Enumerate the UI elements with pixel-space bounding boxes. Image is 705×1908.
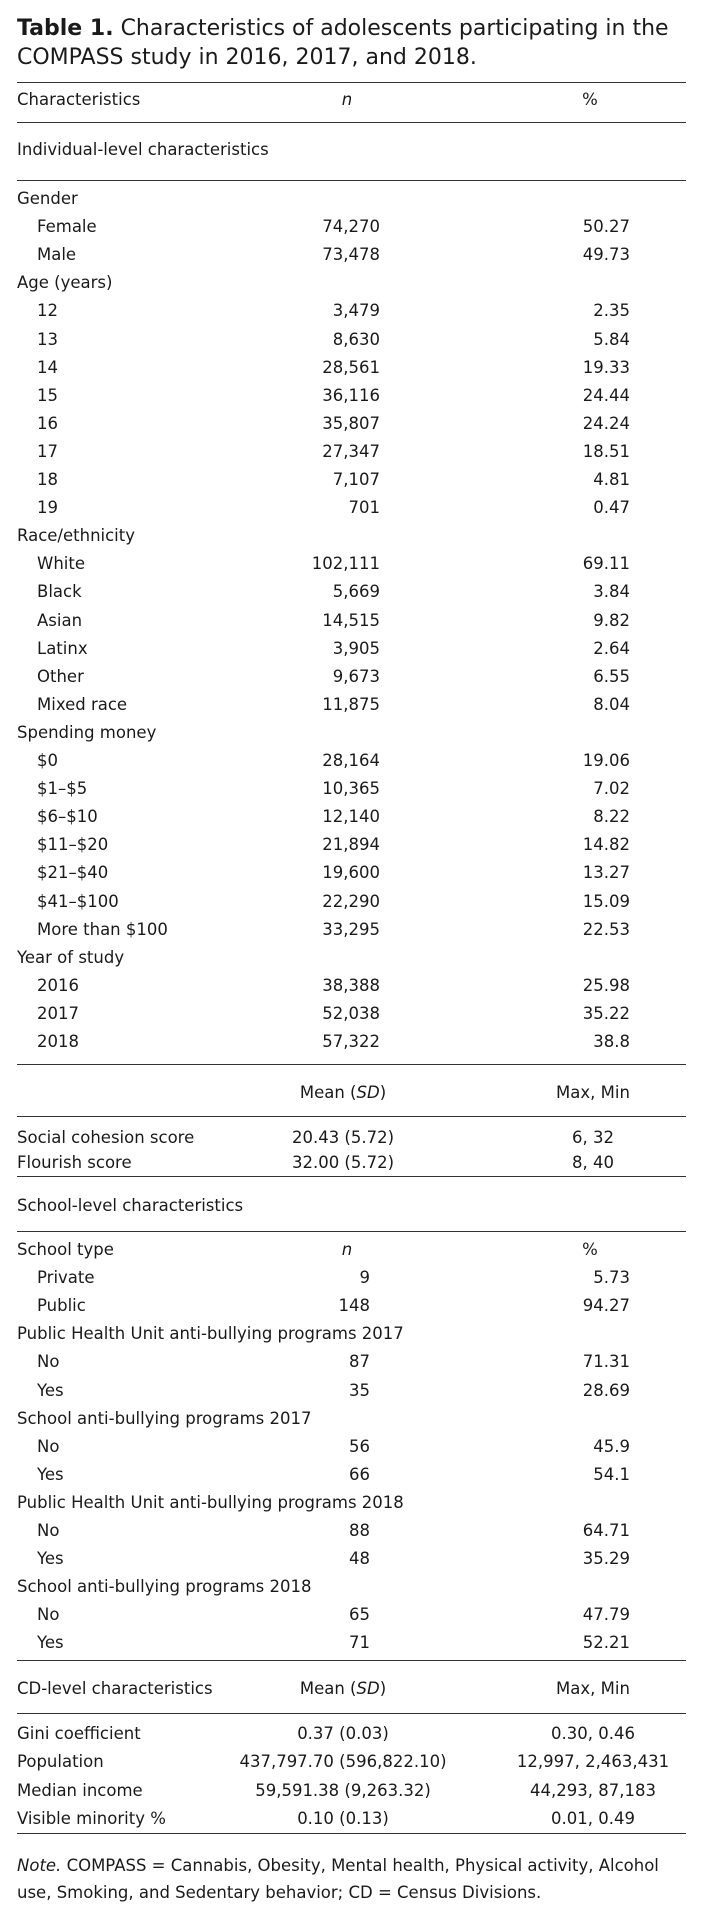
school-top-rule (17, 1176, 686, 1177)
cd-mean-header: Mean (SD) (299, 1679, 387, 1698)
row-label: Asian (37, 610, 83, 630)
row-value: 33,295 (322, 919, 380, 939)
cd-row (0, 1777, 705, 1805)
row-percent: 8.04 (593, 694, 630, 714)
year-row (0, 1000, 705, 1028)
row-value: 35 (349, 1380, 370, 1400)
row-label: Yes (37, 1380, 64, 1400)
spending-row (0, 803, 705, 831)
row-percent: 35.29 (582, 1549, 630, 1569)
row-value: 71 (349, 1633, 370, 1653)
row-percent: 45.9 (593, 1436, 630, 1456)
row-value: 27,347 (322, 441, 380, 461)
cd-row (0, 1720, 705, 1748)
row-label: $0 (37, 751, 58, 770)
bottom-rule (17, 1833, 686, 1834)
row-label: More than $100 (37, 919, 168, 939)
cd-header-rule (17, 1713, 686, 1714)
note-label: Note. (17, 1856, 62, 1875)
row-percent: 2.64 (593, 638, 630, 658)
row-value: 9,673 (332, 666, 380, 686)
spending-group-label: Spending money (17, 722, 157, 742)
row-value: 5,669 (332, 582, 380, 602)
header-n: n (341, 90, 353, 109)
row-label: Public (37, 1296, 86, 1316)
scores-top-rule (17, 1064, 686, 1065)
row-percent: 5.73 (593, 1268, 630, 1288)
spending-row (0, 888, 705, 916)
table-caption: Characteristics of adolescents participating in the COMPASS study in 2016, 2017, and 2018. (17, 16, 669, 70)
cd-range-header: Max, Min (556, 1679, 630, 1698)
age-row (0, 466, 705, 494)
row-percent: 12,997, 2,463,431 (516, 1752, 670, 1772)
row-value: 10,365 (322, 779, 380, 799)
spending-row (0, 775, 705, 803)
row-percent: 14.82 (582, 835, 630, 855)
row-value: 3,479 (332, 301, 380, 321)
row-value: 57,322 (322, 1032, 380, 1051)
row-percent: 24.24 (582, 413, 630, 433)
row-label: Median income (17, 1780, 143, 1800)
phu2018-row (0, 1517, 705, 1545)
row-label: $1–$5 (37, 779, 88, 799)
school-type-label: School type n % (0, 1236, 705, 1264)
row-percent: 3.84 (593, 582, 630, 602)
row-label: 16 (37, 413, 58, 433)
row-percent: 15.09 (582, 891, 630, 911)
row-percent: 19.33 (582, 357, 630, 377)
row-label: 17 (37, 441, 58, 461)
phu2018-row (0, 1545, 705, 1573)
row-label: Yes (37, 1464, 64, 1484)
row-percent: 38.8 (593, 1032, 630, 1051)
row-label: 2017 (37, 1003, 79, 1023)
row-label: Yes (37, 1549, 64, 1569)
row-label: $11–$20 (37, 835, 109, 855)
row-percent: 22.53 (582, 919, 630, 939)
row-label: $41–$100 (37, 891, 119, 911)
phu2017-row (0, 1377, 705, 1405)
row-value: 12,140 (322, 807, 380, 827)
row-value: 28,561 (322, 357, 380, 377)
cd-row (0, 1805, 705, 1833)
row-value: 8,630 (332, 329, 380, 349)
row-value: 0.10 (0.13) (297, 1808, 389, 1828)
sab2017-row (0, 1433, 705, 1461)
age-row (0, 382, 705, 410)
row-label: Yes (37, 1633, 64, 1653)
cd-top-rule (17, 1660, 686, 1661)
row-value: 73,478 (322, 245, 380, 265)
row-label: Social cohesion score (17, 1128, 195, 1147)
row-percent: 49.73 (582, 245, 630, 265)
sab2018-row (0, 1601, 705, 1629)
race-row (0, 578, 705, 606)
cd-label: CD-level characteristics (17, 1679, 213, 1698)
section-school: School-level characteristics (17, 1196, 244, 1215)
race-group-label: Race/ethnicity (17, 526, 136, 546)
row-label: 2018 (37, 1032, 79, 1051)
sab2017-row (0, 1461, 705, 1489)
row-percent: 0.30, 0.46 (551, 1724, 635, 1743)
row-label: Flourish score (17, 1152, 132, 1172)
row-percent: 18.51 (582, 441, 630, 461)
row-value: 56 (349, 1436, 370, 1456)
row-label: 19 (37, 498, 58, 518)
row-value: 20.43 (5.72) (291, 1128, 395, 1147)
row-percent: 8.22 (593, 807, 630, 827)
row-percent: 24.44 (582, 385, 630, 405)
row-percent: 4.81 (593, 470, 630, 489)
row-value: 11,875 (322, 694, 380, 714)
phu2017-label: Public Health Unit anti-bullying programs 2017 (17, 1324, 404, 1344)
spending-row (0, 859, 705, 887)
row-percent: 8, 40 (572, 1152, 614, 1172)
row-percent: 28.69 (582, 1380, 630, 1400)
school-percent-header: % (582, 1240, 598, 1259)
row-value: 701 (348, 498, 380, 518)
row-value: 65 (349, 1605, 370, 1625)
row-value: 87 (349, 1352, 370, 1372)
scores-header-rule (17, 1116, 686, 1117)
individual-rule (17, 180, 686, 181)
gender-row (0, 241, 705, 269)
year-group-label: Year of study (17, 947, 125, 967)
row-percent: 44,293, 87,183 (530, 1780, 656, 1800)
row-percent: 0.01, 0.49 (551, 1808, 635, 1828)
year-row (0, 1028, 705, 1056)
age-row (0, 326, 705, 354)
school-n-header: n (341, 1240, 353, 1259)
phu2017-row (0, 1348, 705, 1376)
row-value: 102,111 (311, 554, 380, 574)
row-percent: 94.27 (582, 1296, 630, 1316)
race-row (0, 607, 705, 635)
row-value: 88 (349, 1521, 370, 1540)
row-label: No (37, 1436, 60, 1456)
row-percent: 2.35 (593, 301, 630, 321)
row-percent: 47.79 (582, 1605, 630, 1625)
race-row (0, 663, 705, 691)
phu2018-label: Public Health Unit anti-bullying programs 2018 (17, 1492, 404, 1512)
header-rule (17, 122, 686, 123)
row-percent: 52.21 (582, 1633, 630, 1653)
cd-header-row (0, 1675, 705, 1703)
row-label: 14 (37, 357, 58, 377)
row-label: 12 (37, 301, 58, 321)
row-percent: 6, 32 (572, 1128, 614, 1147)
score-row (0, 1149, 705, 1177)
sab2018-row (0, 1629, 705, 1657)
cd-row (0, 1748, 705, 1776)
school-rule (17, 1231, 686, 1232)
table-note (17, 1852, 692, 1906)
row-value: 36,116 (322, 385, 380, 405)
row-label: Visible minority % (17, 1808, 166, 1828)
row-value: 38,388 (322, 975, 380, 995)
row-value: 3,905 (332, 638, 380, 658)
row-label: 2016 (37, 975, 79, 995)
row-value: 21,894 (322, 835, 380, 855)
row-label: No (37, 1352, 60, 1372)
age-row (0, 494, 705, 522)
header-percent: % (582, 90, 598, 109)
row-label: Mixed race (37, 694, 128, 714)
school-type-row (0, 1264, 705, 1292)
scores-header-row (0, 1079, 705, 1107)
row-value: 59,591.38 (9,263.32) (255, 1780, 431, 1800)
row-label: No (37, 1521, 60, 1540)
row-percent: 35.22 (582, 1003, 630, 1023)
table-label: Table 1. (17, 16, 114, 41)
year-row (0, 972, 705, 1000)
row-label: No (37, 1605, 60, 1625)
header-row (0, 72, 705, 128)
row-label: Gini coefficient (17, 1724, 141, 1743)
row-percent: 64.71 (582, 1521, 630, 1540)
spending-row (0, 831, 705, 859)
row-value: 66 (349, 1464, 370, 1484)
row-value: 14,515 (322, 610, 380, 630)
row-percent: 19.06 (582, 751, 630, 770)
row-percent: 54.1 (593, 1464, 630, 1484)
row-value: 9 (359, 1268, 370, 1288)
race-row (0, 635, 705, 663)
age-group-label: Age (years) (17, 273, 113, 293)
race-row (0, 550, 705, 578)
row-label: White (37, 554, 85, 574)
row-value: 22,290 (322, 891, 380, 911)
row-percent: 7.02 (593, 779, 630, 799)
row-percent: 50.27 (582, 217, 630, 237)
row-label: Other (37, 666, 84, 686)
gender-row (0, 213, 705, 241)
row-value: 148 (338, 1296, 370, 1316)
scores-range-header: Max, Min (556, 1083, 630, 1102)
row-percent: 69.11 (582, 554, 630, 574)
row-value: 7,107 (332, 470, 380, 489)
row-label: Black (37, 582, 82, 602)
age-row (0, 438, 705, 466)
row-value: 19,600 (322, 863, 380, 883)
row-label: Private (37, 1268, 95, 1288)
row-percent: 9.82 (593, 610, 630, 630)
row-percent: 0.47 (593, 498, 630, 518)
row-label: Latinx (37, 638, 88, 658)
spending-row (0, 747, 705, 775)
scores-mean-header: Mean (SD) (299, 1083, 387, 1102)
row-label: $6–$10 (37, 807, 98, 827)
row-value: 32.00 (5.72) (291, 1152, 395, 1172)
note-text: COMPASS = Cannabis, Obesity, Mental health, Physical activity, Alcohol use, Smoking, and Sedentary behavior; CD = Census Divisions. (17, 1856, 659, 1902)
row-label: Male (37, 245, 77, 265)
spending-row (0, 916, 705, 944)
row-label: 18 (37, 470, 58, 489)
sab2018-label: School anti-bullying programs 2018 (17, 1577, 312, 1597)
section-individual: Individual-level characteristics (17, 140, 269, 159)
row-value: 0.37 (0.03) (297, 1724, 389, 1743)
age-row (0, 297, 705, 325)
row-label: $21–$40 (37, 863, 109, 883)
table-title (17, 14, 687, 72)
header-characteristics: Characteristics (17, 90, 141, 109)
row-label: Female (37, 217, 97, 237)
race-row (0, 691, 705, 719)
row-value: 437,797.70 (596,822.10) (239, 1752, 447, 1772)
age-row (0, 410, 705, 438)
row-percent: 71.31 (582, 1352, 630, 1372)
row-percent: 25.98 (582, 975, 630, 995)
row-value: 35,807 (322, 413, 380, 433)
row-label: 15 (37, 385, 58, 405)
sab2017-label: School anti-bullying programs 2017 (17, 1408, 312, 1428)
row-value: 48 (349, 1549, 370, 1569)
row-value: 28,164 (322, 751, 380, 770)
row-label: Population (17, 1752, 104, 1772)
gender-group-label: Gender (17, 189, 78, 208)
school-type-row (0, 1292, 705, 1320)
row-percent: 6.55 (593, 666, 630, 686)
age-row (0, 354, 705, 382)
row-label: 13 (37, 329, 58, 349)
row-percent: 13.27 (582, 863, 630, 883)
row-percent: 5.84 (593, 329, 630, 349)
row-value: 52,038 (322, 1003, 380, 1023)
row-value: 74,270 (322, 217, 380, 237)
